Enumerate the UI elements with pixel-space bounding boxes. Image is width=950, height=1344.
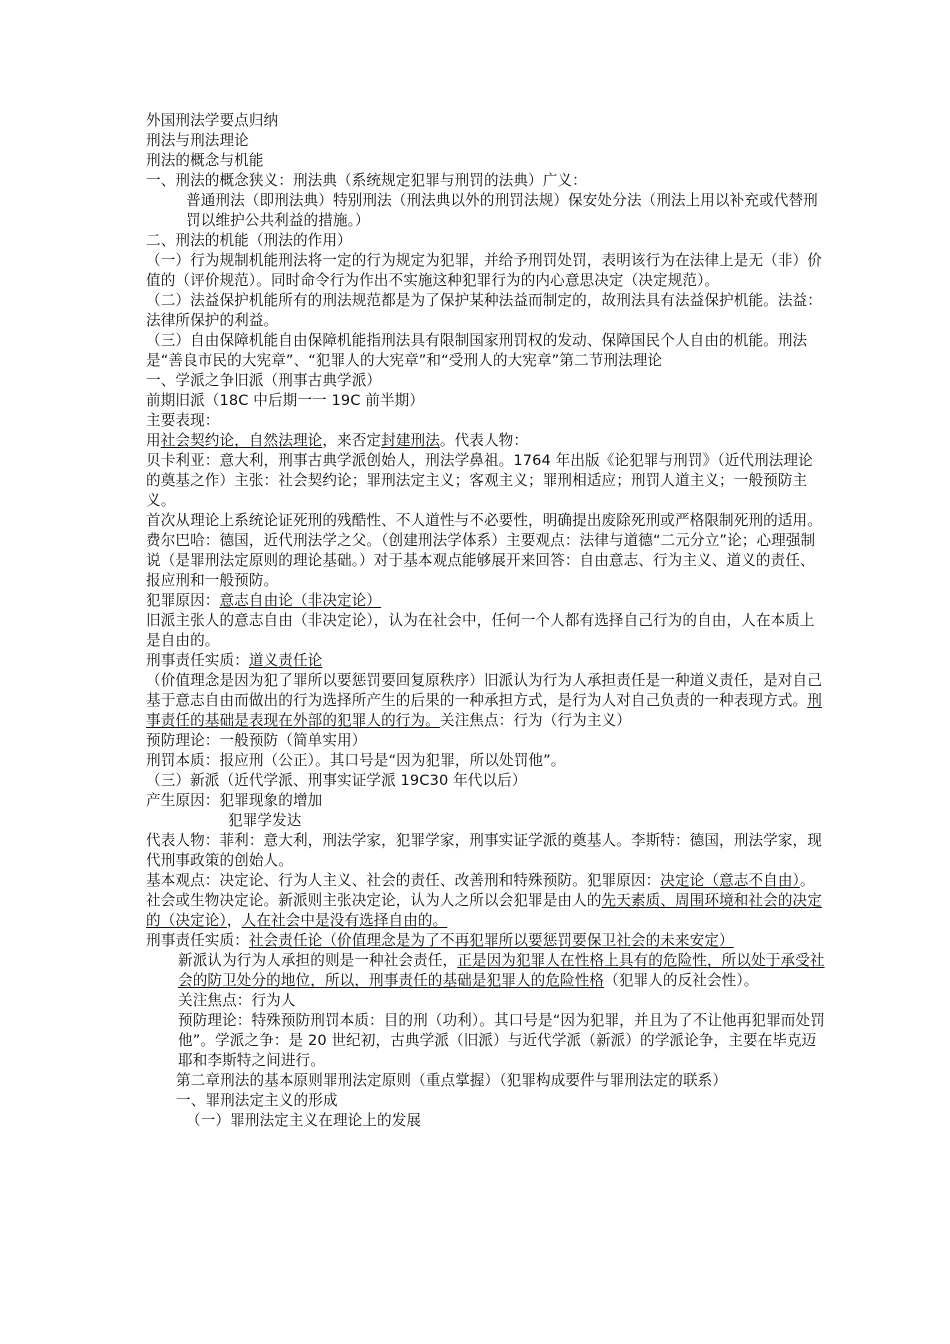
text-run: （犯罪人的反社会性）。 [604,972,759,989]
text-run: ，来否定 [322,432,382,449]
text-run: 刑事责任实质： [146,652,249,669]
paragraph: （一）罪刑法定主义在理论上的发展 [186,1112,422,1129]
paragraph [146,871,826,931]
paragraph: 一、罪刑法定主义的形成 [176,1092,338,1109]
text-run: 。代表人物： [439,432,529,449]
paragraph [146,651,826,671]
paragraph: 首次从理论上系统论证死刑的残酷性、不人道性与不必要性，明确提出废除死刑或严格限制死刑的适用。 [146,512,822,529]
paragraph [146,931,826,951]
paragraph: 二、刑法的机能（刑法的作用） [146,232,352,249]
paragraph [146,591,826,611]
section-heading: 刑法的概念与机能 [146,152,264,169]
text-run: ， [226,912,242,929]
paragraph: 前期旧派（18C 中后期一一 19C 前半期） [146,392,425,409]
paragraph: （三）新派（近代学派、刑事实证学派 19C30 年代以后） [146,772,527,789]
underlined-text: 先天素质、周围环境和社会的决定的（决定论） [146,892,822,929]
text-run: 新派认为行为人承担的则是一种社会责任， [178,952,458,969]
text-run: 关注焦点：行为（行为主义） [439,712,631,729]
underlined-text: 正是因为犯罪人在性格上具有的危险性，所以处于承受社会的防卫处分的地位，所以，刑事责任的基础是犯罪人的危险性格 [178,952,825,989]
paragraph [146,431,826,451]
paragraph: 贝卡利亚：意大利，刑事古典学派创始人，刑法学鼻祖。1764 年出版《论犯罪与刑罚》（近代刑法理论的奠基之作）主张：社会契约论；罪刑法定主义；客观主义；罪刑相适应；刑罚人道主义；一般预防主义。 [146,452,813,509]
underlined-text: 意志自由论（非决定论） [219,592,382,609]
text-run: 。社会或生物决定论。新派则主张决定论，认为人之所以会犯罪是由人的 [146,872,815,909]
paragraph: 关注焦点：行为人 [178,992,296,1009]
underlined-text: 社会契约论，自然法理论 [160,432,323,449]
paragraph: 产生原因：犯罪现象的增加 [146,792,323,809]
chapter-heading: 刑法与刑法理论 [146,132,249,149]
paragraph: 费尔巴哈：德国，近代刑法学之父。（创建刑法学体系）主要观点：法律与道德“二元分立”论；心理强制说（是罪刑法定原则的理论基础。）对于基本观点能够展开来回答：自由意志、行为主义、道义的责任、报应刑和一般预防。 [146,532,816,589]
paragraph: 预防理论：一般预防（简单实用） [146,732,367,749]
paragraph: 主要表现： [146,412,220,429]
paragraph: 一、学派之争旧派（刑事古典学派） [146,372,382,389]
paragraph [146,951,826,991]
underlined-text: 人在社会中是没有选择自由的。 [241,912,448,929]
paragraph [146,671,826,731]
underlined-text: 社会责任论（价值理念是为了不再犯罪所以要惩罚要保卫社会的未来安定） [248,932,734,949]
paragraph: （三）自由保障机能自由保障机能指刑法具有限制国家刑罚权的发动、保障国民个人自由的机能。刑法是“善良市民的大宪章”、“犯罪人的大宪章”和“受刑人的大宪章”第二节刑法理论 [146,332,808,369]
text-run: 犯罪原因： [146,592,220,609]
document-body [146,111,826,1131]
text-run: 用 [146,432,161,449]
paragraph: 预防理论：特殊预防刑罚本质：目的刑（功利）。其口号是“因为犯罪，并且为了不让他再犯罪而处罚他”。学派之争：是 20 世纪初，古典学派（旧派）与近代学派（新派）的学派论争，主要在毕克迈耶和李斯特之间进行。 [178,1012,825,1069]
text-run: 刑事责任实质： [146,932,249,949]
paragraph: 犯罪学发达 [228,812,302,829]
underlined-text: 刑事责任的基础是表现在外部的犯罪人的行为。 [146,692,822,729]
paragraph: 一、刑法的概念狭义：刑法典（系统规定犯罪与刑罚的法典）广义： [146,172,587,189]
paragraph: 普通刑法（即刑法典）特别刑法（刑法典以外的刑罚法规）保安处分法（刑法上用以补充或代替刑罚以维护公共利益的措施。） [186,192,818,229]
paragraph: （二）法益保护机能所有的刑法规范都是为了保护某种法益而制定的，故刑法具有法益保护机能。法益：法律所保护的利益。 [146,292,822,329]
text-run: 基本观点：决定论、行为人主义、社会的责任、改善刑和特殊预防。犯罪原因： [146,872,661,889]
underlined-text: 道义责任论 [248,652,323,669]
paragraph: 第二章刑法的基本原则罪刑法定原则（重点掌握）（犯罪构成要件与罪刑法定的联系） [176,1072,728,1089]
document-title: 外国刑法学要点归纳 [146,112,279,129]
text-run: （价值理念是因为犯了罪所以要惩罚要回复原秩序）旧派认为行为人承担责任是一种道义责任，是对自己基于意志自由而做出的行为选择所产生的后果的一种承担方式，是行为人对自己负责的一种表现方式。 [146,672,822,709]
underlined-text: 决定论（意志不自由） [660,872,800,889]
underlined-text: 封建刑法 [381,432,440,449]
paragraph: （一）行为规制机能刑法将一定的行为规定为犯罪，并给予刑罚处罚，表明该行为在法律上是无（非）价值的（评价规范）。同时命令行为作出不实施这种犯罪行为的内心意思决定（决定规范）。 [146,252,822,289]
paragraph: 刑罚本质：报应刑（公正）。其口号是“因为犯罪，所以处罚他”。 [146,752,566,769]
paragraph: 代表人物：菲利：意大利，刑法学家，犯罪学家，刑事实证学派的奠基人。李斯特：德国，刑法学家，现代刑事政策的创始人。 [146,832,822,869]
paragraph: 旧派主张人的意志自由（非决定论），认为在社会中，任何一个人都有选择自己行为的自由，人在本质上是自由的。 [146,612,815,649]
